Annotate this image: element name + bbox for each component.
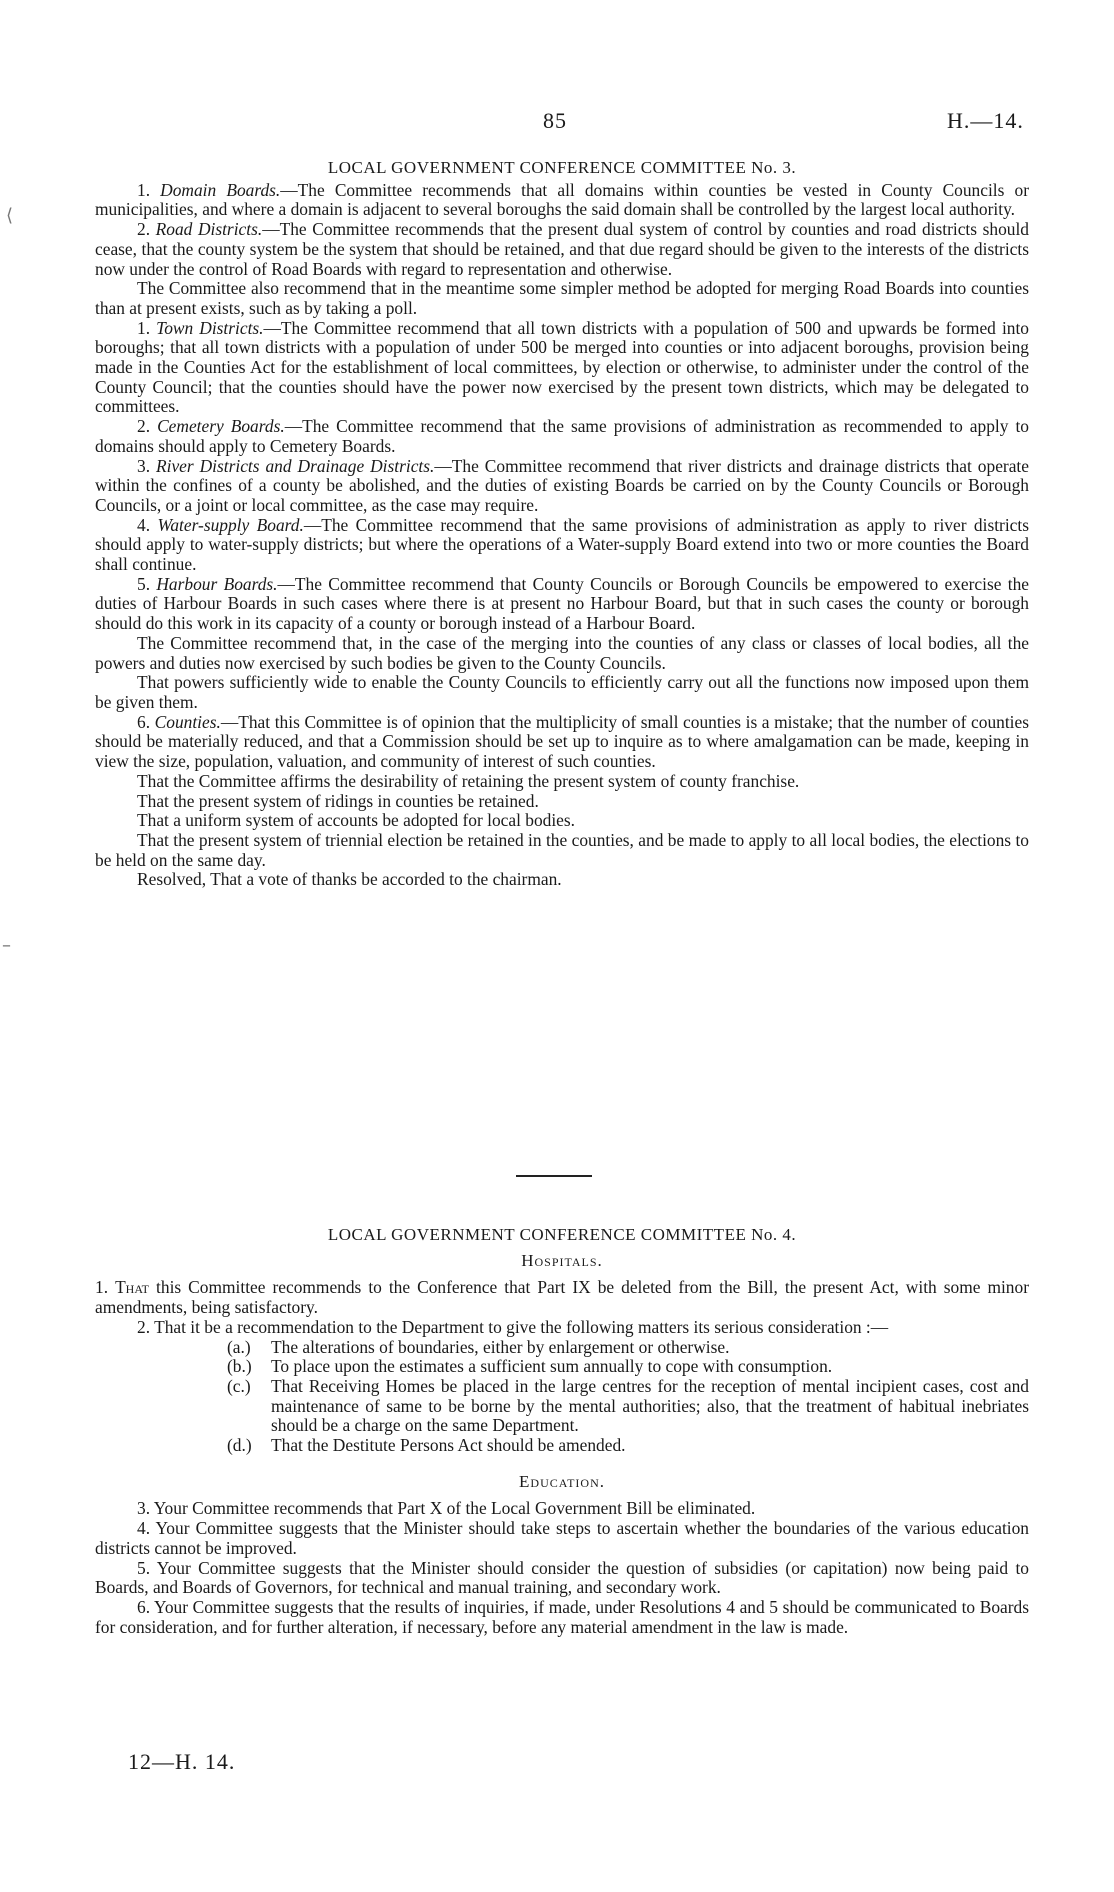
paragraph: 1. That this Committee recommends to the Conference that Part IX be deleted from the Bill, the present Act, with some minor amendments, being satisfactory. [95,1277,1029,1318]
paragraph: 3. River Districts and Drainage Districts.—The Committee recommend that river districts and drainage districts that operate within the confines of a county be abolished, and the duties of existing Boards be carried on by the County Councils or Borough Councils, or a joint or local committee, as the case may require. [95,455,1029,515]
margin-mark: ⟨ [6,205,14,226]
committee-3-title: LOCAL GOVERNMENT CONFERENCE COMMITTEE No. 3. [327,158,797,177]
paragraph: The Committee also recommend that in the meantime some simpler method be adopted for merging Road Boards into counties than at present exists, such as by taking a poll. [95,278,1029,318]
section-divider [516,1175,592,1177]
education-heading: Education. [519,1471,605,1491]
hospitals-heading: Hospitals. [521,1250,603,1270]
list-item: (b.) To place upon the estimates a sufficient sum annually to cope with consumption. [227,1356,833,1377]
paragraph: Resolved, That a vote of thanks be accorded to the chairman. [137,869,562,890]
page-number: 85 [543,108,567,133]
paragraph: That a uniform system of accounts be adopted for local bodies. [137,810,576,831]
paragraph: 1. Town Districts.—The Committee recommend that all town districts with a population of 500 and upwards be formed into boroughs; that all town districts with a population of under 500 be merged into counties or into adjacent boroughs, provision being made in the Counties Act for the establishment of local committees, by election or otherwise, to administer under the control of the County Council; that the counties should have the power now exercised by the present town districts, which may be delegated to committees. [95,317,1029,417]
paragraph: 5. Your Committee suggests that the Minister should consider the question of subsidies (or capitation) now being paid to Boards, and Boards of Governors, for technical and manual training, and secondary work. [95,1557,1029,1598]
paragraph: 4. Water-supply Board.—The Committee recommend that the same provisions of administration as apply to river districts should apply to water-supply districts; but where the operations of a Water-supply Board extend into two or more counties the Board shall continue. [95,514,1029,575]
paragraph: 3. Your Committee recommends that Part X of the Local Government Bill be eliminated. [137,1498,756,1519]
margin-mark: – [2,935,11,956]
paragraph: 2. Cemetery Boards.—The Committee recommend that the same provisions of administration as recommended to apply to domains should apply to Cemetery Boards. [95,416,1029,456]
list-item: (c.) That Receiving Homes be placed in the large centres for the reception of mental incipient cases, cost and maintenance of same to be borne by the mental authorities; also, that the treatment of habitual inebriates should be a charge on the same Department. [227,1375,1029,1436]
paragraph: That the Committee affirms the desirability of retaining the present system of county franchise. [137,770,800,791]
list-item: (a.) The alterations of boundaries, either by enlargement or otherwise. [227,1336,730,1357]
paragraph: 6. Your Committee suggests that the results of inquiries, if made, under Resolutions 4 and 5 should be communicated to Boards for consideration, and for further alteration, if necessary, before any material amendment in the law is made. [95,1596,1029,1637]
paragraph: 1. Domain Boards.—The Committee recommends that all domains within counties be vested in County Councils or municipalities, and where a domain is adjacent to several boroughs the said domain shall be controlled by the largest local authority. [95,179,1029,220]
committee-3-section [95,158,1029,890]
committee-4-section [95,1225,1029,1637]
paragraph: 2. Road Districts.—The Committee recommends that the present dual system of control by counties and road districts should cease, that the county system be the system that should be retained, and that due regard should be given to the interests of the districts now under the control of Road Boards with regard to representation and otherwise. [95,219,1029,279]
paragraph: That the present system of ridings in counties be retained. [137,790,539,811]
committee-4-title: LOCAL GOVERNMENT CONFERENCE COMMITTEE No. 4. [327,1225,797,1244]
report-reference: H.—14. [947,108,1024,133]
paragraph: The Committee recommend that, in the case of the merging into the counties of any class or classes of local bodies, all the powers and duties now exercised by such bodies be given to the County Councils. [95,632,1029,673]
paragraph: 6. Counties.—That this Committee is of opinion that the multiplicity of small counties is a mistake; that the number of counties should be materially reduced, and that a Commission should be set up to inquire as to where amalgamation can be made, keeping in view the size, population, valuation, and community of interest of such counties. [95,711,1029,772]
list-item: (d.) That the Destitute Persons Act should be amended. [227,1435,626,1456]
paragraph: 2. That it be a recommendation to the Department to give the following matters its serious consideration :— [137,1316,889,1337]
paragraph: That the present system of triennial election be retained in the counties, and be made to apply to all local bodies, the elections to be held on the same day. [95,829,1029,870]
paragraph: 5. Harbour Boards.—The Committee recommend that County Councils or Borough Councils be empowered to exercise the duties of Harbour Boards in such cases where there is at present no Harbour Board, but that in such cases the county or borough should do this work in its capacity of a county or borough instead of a Harbour Board. [95,573,1029,634]
signature-mark: 12—H. 14. [128,1749,236,1774]
paragraph: That powers sufficiently wide to enable the County Councils to efficiently carry out all the functions now imposed upon them be given them. [95,672,1029,712]
paragraph: 4. Your Committee suggests that the Minister should take steps to ascertain whether the boundaries of the various education districts cannot be improved. [95,1518,1029,1558]
